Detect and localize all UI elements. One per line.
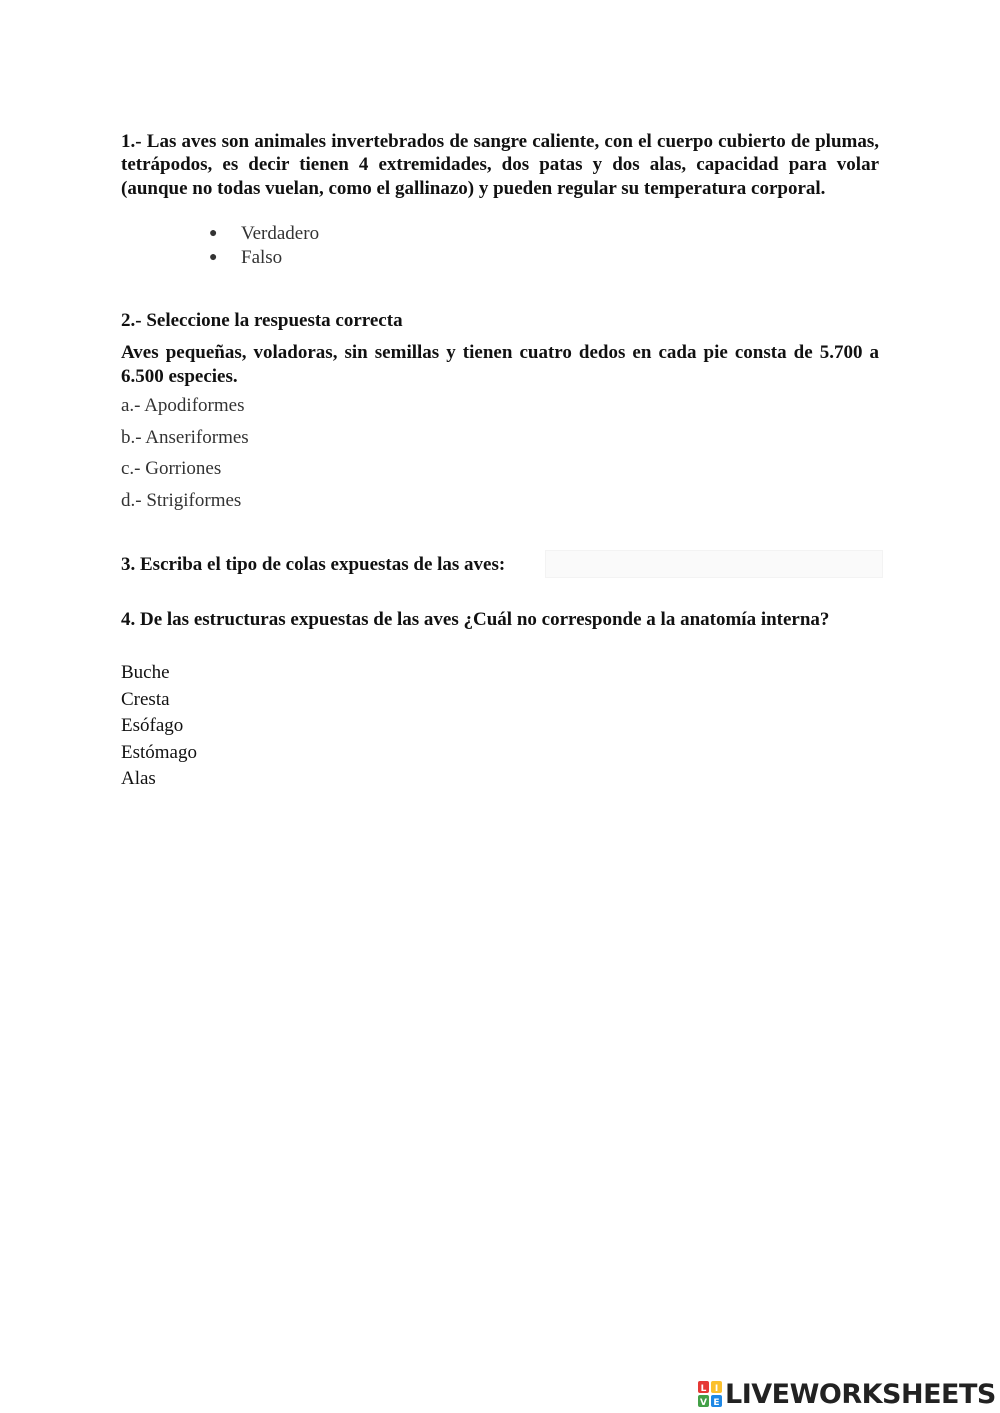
option-estomago[interactable]: Estómago (121, 741, 197, 763)
question-1-options (209, 222, 319, 270)
option-cresta[interactable]: Cresta (121, 688, 170, 710)
question-4-text: 4. De las estructuras expuestas de las aves ¿Cuál no corresponde a la anatomía interna? (121, 609, 830, 630)
option-alas[interactable]: Alas (121, 768, 156, 789)
bullet-icon: ● (209, 250, 218, 265)
svg-text:V: V (700, 1398, 707, 1408)
svg-text:I: I (714, 1384, 719, 1394)
option-d[interactable]: d.- Strigiformes (121, 490, 242, 511)
question-3-text: 3. Escriba el tipo de colas expuestas de las aves: (121, 554, 506, 575)
question-4-options (121, 660, 197, 793)
question-3-answer-field[interactable] (545, 550, 883, 578)
option-true[interactable] (209, 222, 319, 246)
question-1-text: 1.- Las aves son animales invertebrados de sangre caliente, con el cuerpo cubierto de plumas, tetrápodos, es decir tienen 4 extremidades, dos patas y dos alas, capacidad para volar (aunque no todas vuelan, como el gallinazo) y pueden regular su temperatura corporal. (121, 131, 879, 199)
option-label: Falso (241, 247, 283, 268)
liveworksheets-logo-icon (697, 1380, 723, 1408)
option-false[interactable] (209, 246, 319, 270)
option-buche[interactable]: Buche (121, 662, 170, 683)
option-b[interactable]: b.- Anseriformes (121, 427, 249, 448)
option-a[interactable]: a.- Apodiformes (121, 395, 245, 416)
option-c[interactable]: c.- Gorriones (121, 458, 222, 479)
option-label: Verdadero (241, 223, 320, 244)
liveworksheets-brand (697, 1378, 996, 1410)
brand-name: LIVEWORKSHEETS (725, 1378, 996, 1410)
bullet-icon: ● (209, 226, 218, 241)
option-esofago[interactable]: Esófago (121, 715, 184, 736)
svg-text:E: E (713, 1398, 720, 1408)
question-2-stem: Aves pequeñas, voladoras, sin semillas y tienen cuatro dedos en cada pie consta de 5.700 a 6.500 especies. (121, 342, 879, 387)
svg-text:L: L (700, 1384, 707, 1394)
question-2-title: 2.- Seleccione la respuesta correcta (121, 310, 403, 331)
